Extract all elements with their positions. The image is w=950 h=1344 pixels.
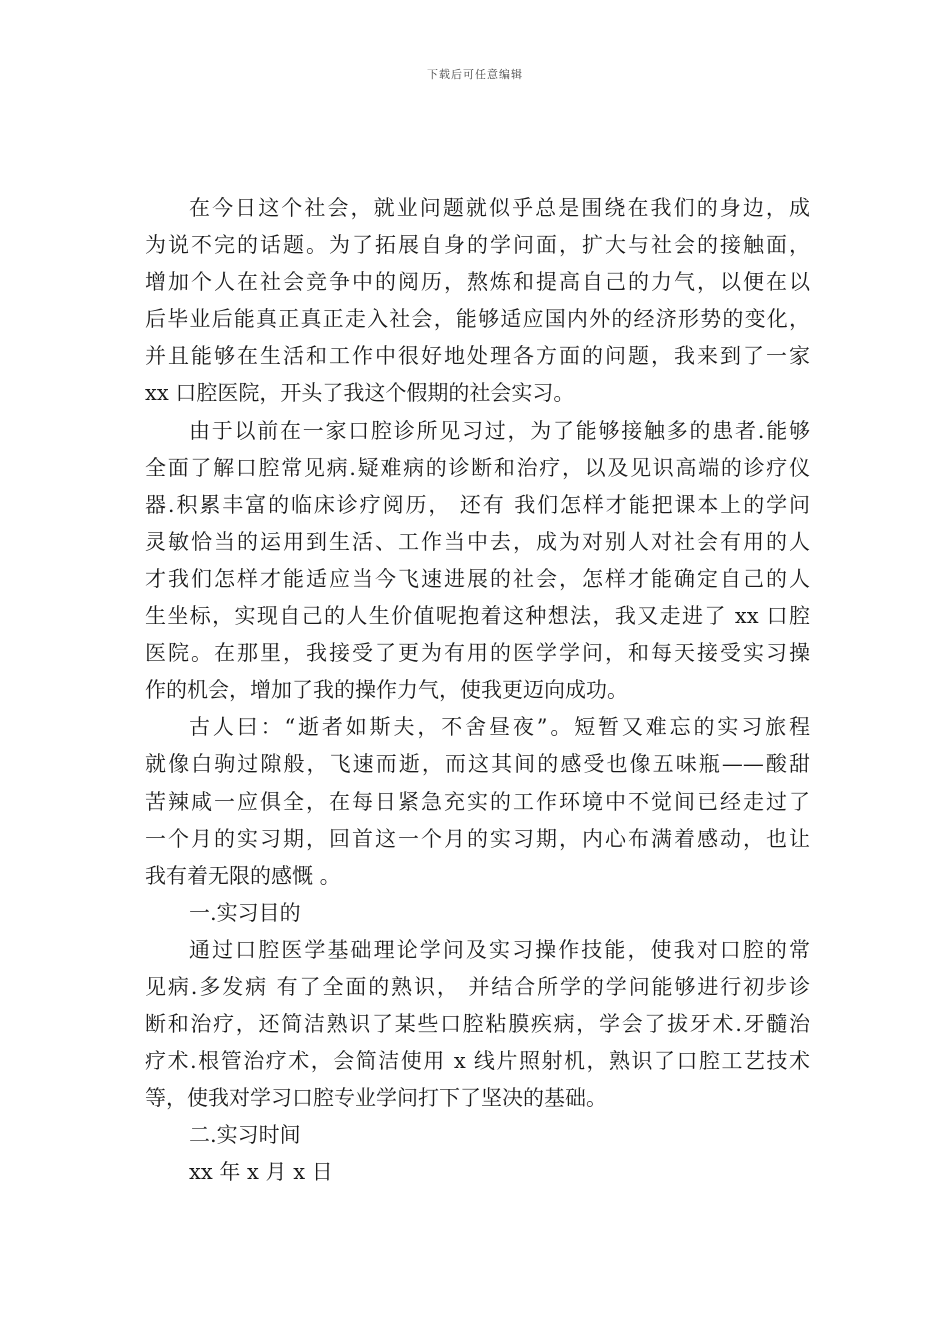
- text-line: 全面了解口腔常见病.疑难病的诊断和治疗，以及见识高端的诊疗仪: [145, 455, 810, 480]
- text-line: 就像白驹过隙般，飞速而逝，而这其间的感受也像五味瓶——酸甜: [145, 752, 810, 777]
- text-line: 才我们怎样才能适应当今飞速进展的社会，怎样才能确定自己的人: [145, 566, 810, 591]
- text-line: 并且能够在生活和工作中很好地处理各方面的问题，我来到了一家: [145, 344, 810, 369]
- text-line: 在今日这个社会，就业问题就似乎总是围绕在我们的身边，成: [189, 196, 810, 220]
- text-line: 见病.多发病 有了全面的熟识， 并结合所学的学问能够进行初步诊: [145, 974, 810, 999]
- section-heading: 二.实习时间: [189, 1123, 301, 1148]
- text-line: 等，使我对学习口腔专业学问打下了坚决的基础。: [145, 1086, 607, 1111]
- text-line: xx 年 x 月 x 日: [189, 1160, 333, 1185]
- section-heading: 一.实习目的: [189, 900, 301, 925]
- text-line: 医院。在那里，我接受了更为有用的医学学问，和每天接受实习操: [145, 641, 810, 666]
- text-line: 断和治疗，还简洁熟识了某些口腔粘膜疾病，学会了拔牙术.牙髓治: [145, 1012, 810, 1037]
- text-line: 由于以前在一家口腔诊所见习过，为了能够接触多的患者.能够: [189, 418, 810, 443]
- text-line: 一个月的实习期，回首这一个月的实习期，内心布满着感动，也让: [145, 826, 810, 851]
- text-line: 古人曰：“逝者如斯夫，不舍昼夜”。短暂又难忘的实习旅程: [189, 715, 810, 740]
- page-header-note: 下载后可任意编辑: [427, 68, 523, 81]
- text-line: 我有着无限的感慨 。: [145, 863, 341, 888]
- text-line: 增加个人在社会竞争中的阅历，熬炼和提高自己的力气，以便在以: [145, 270, 810, 295]
- text-line: 为说不完的话题。为了拓展自身的学问面，扩大与社会的接触面，: [145, 233, 810, 258]
- text-line: 后毕业后能真正真正走入社会，能够适应国内外的经济形势的变化，: [145, 307, 810, 332]
- text-line: 作的机会，增加了我的操作力气，使我更迈向成功。: [145, 678, 628, 703]
- text-line: 苦辣咸一应俱全，在每日紧急充实的工作环境中不觉间已经走过了: [145, 789, 810, 814]
- text-line: 灵敏恰当的运用到生活、工作当中去，成为对别人对社会有用的人: [145, 529, 810, 554]
- text-line: 通过口腔医学基础理论学问及实习操作技能，使我对口腔的常: [189, 937, 810, 962]
- text-line: 生坐标，实现自己的人生价值呢抱着这种想法，我又走进了 xx 口腔: [145, 604, 810, 629]
- document-body: [145, 190, 810, 1192]
- text-line: 疗术.根管治疗术，会简洁使用 x 线片照射机，熟识了口腔工艺技术: [145, 1049, 810, 1074]
- text-line: xx 口腔医院，开头了我这个假期的社会实习。: [145, 381, 575, 406]
- text-line: 器.积累丰富的临床诊疗阅历， 还有 我们怎样才能把课本上的学问: [145, 492, 810, 517]
